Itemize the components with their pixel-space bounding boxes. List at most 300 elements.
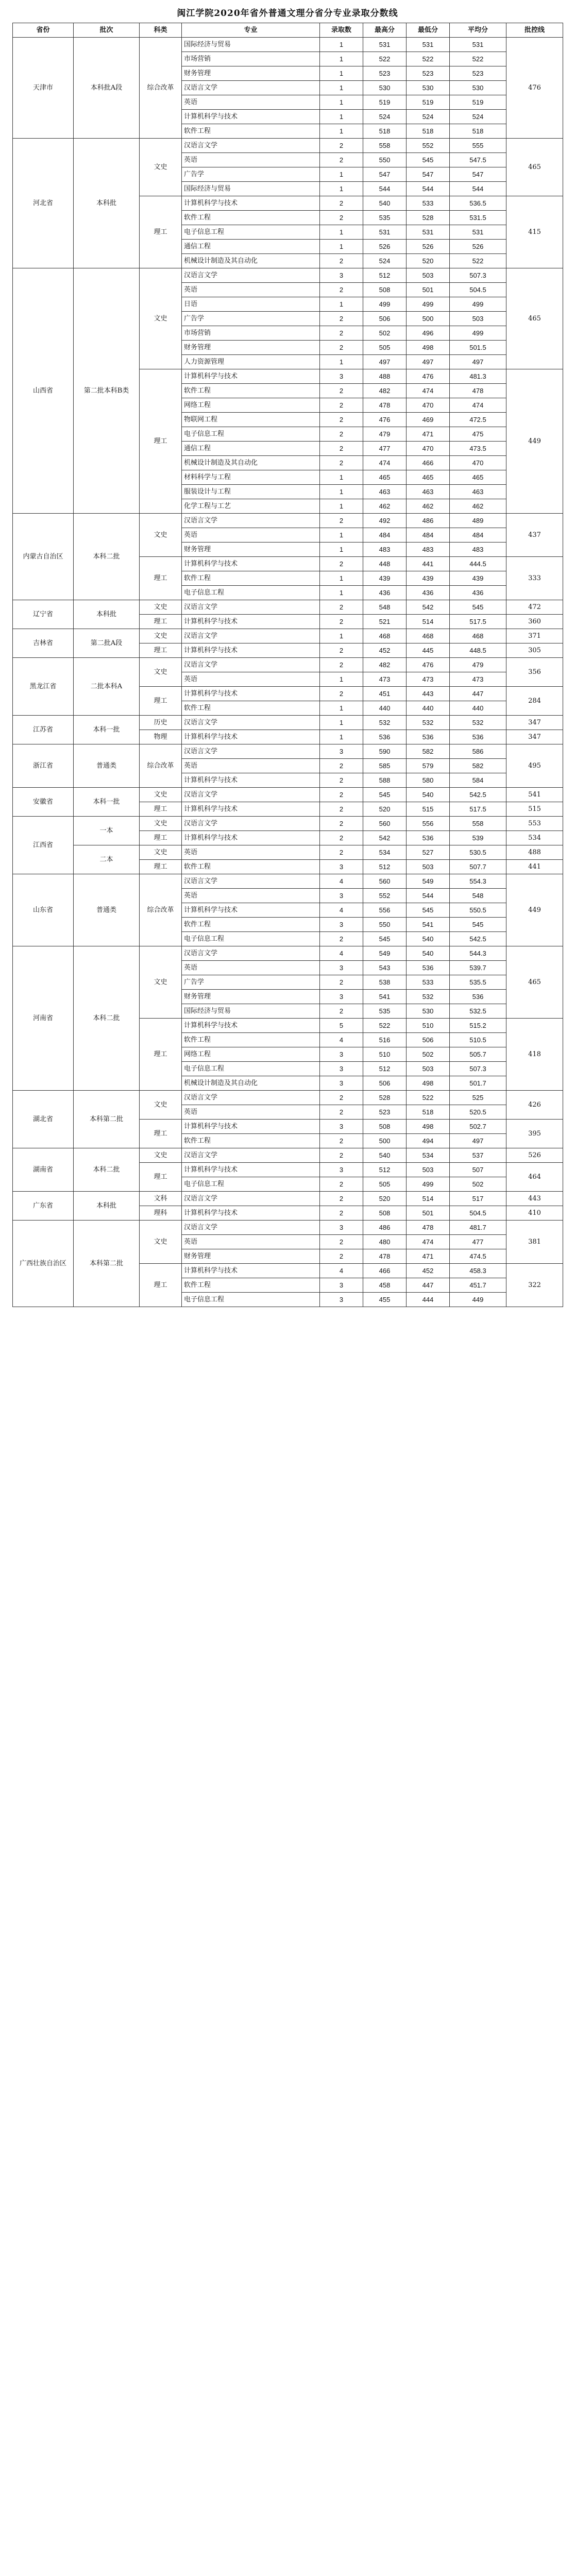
admitted-cell: 2 xyxy=(320,643,363,658)
max-score-cell: 558 xyxy=(363,139,407,153)
admitted-cell: 3 xyxy=(320,990,363,1004)
avg-score-cell: 458.3 xyxy=(450,1264,506,1278)
major-cell: 英语 xyxy=(182,95,320,110)
admitted-cell: 2 xyxy=(320,514,363,528)
control-line-cell: 465 xyxy=(506,139,563,196)
table-header-row xyxy=(13,23,563,38)
avg-score-cell: 497 xyxy=(450,1134,506,1148)
col-batch-header: 批次 xyxy=(74,23,140,38)
max-score-cell: 505 xyxy=(363,341,407,355)
max-score-cell: 480 xyxy=(363,1235,407,1249)
major-cell: 汉语言文学 xyxy=(182,600,320,615)
major-cell: 计算机科学与技术 xyxy=(182,1206,320,1221)
type-cell: 文史 xyxy=(140,1148,182,1163)
max-score-cell: 502 xyxy=(363,326,407,341)
admitted-cell: 2 xyxy=(320,312,363,326)
avg-score-cell: 507.7 xyxy=(450,860,506,874)
batch-cell: 二批本科A xyxy=(74,658,140,716)
major-cell: 软件工程 xyxy=(182,860,320,874)
admitted-cell: 3 xyxy=(320,860,363,874)
min-score-cell: 474 xyxy=(407,1235,450,1249)
avg-score-cell: 523 xyxy=(450,66,506,81)
min-score-cell: 443 xyxy=(407,687,450,701)
type-cell: 理工 xyxy=(140,860,182,874)
max-score-cell: 550 xyxy=(363,918,407,932)
max-score-cell: 550 xyxy=(363,153,407,167)
province-cell: 安徽省 xyxy=(13,788,74,817)
min-score-cell: 542 xyxy=(407,600,450,615)
max-score-cell: 535 xyxy=(363,1004,407,1019)
major-cell: 广告学 xyxy=(182,975,320,990)
min-score-cell: 524 xyxy=(407,110,450,124)
max-score-cell: 556 xyxy=(363,903,407,918)
type-cell: 综合改革 xyxy=(140,744,182,788)
min-score-cell: 499 xyxy=(407,1177,450,1192)
admitted-cell: 4 xyxy=(320,903,363,918)
admitted-cell: 3 xyxy=(320,1076,363,1091)
major-cell: 计算机科学与技术 xyxy=(182,687,320,701)
avg-score-cell: 525 xyxy=(450,1091,506,1105)
major-cell: 汉语言文学 xyxy=(182,744,320,759)
control-line-cell: 465 xyxy=(506,268,563,369)
col-avg-header: 平均分 xyxy=(450,23,506,38)
major-cell: 汉语言文学 xyxy=(182,514,320,528)
max-score-cell: 506 xyxy=(363,1076,407,1091)
avg-score-cell: 489 xyxy=(450,514,506,528)
type-cell: 理工 xyxy=(140,615,182,629)
major-cell: 材料科学与工程 xyxy=(182,470,320,485)
major-cell: 电子信息工程 xyxy=(182,1293,320,1307)
major-cell: 计算机科学与技术 xyxy=(182,802,320,817)
major-cell: 电子信息工程 xyxy=(182,1062,320,1076)
major-cell: 汉语言文学 xyxy=(182,81,320,95)
avg-score-cell: 542.5 xyxy=(450,788,506,802)
type-cell: 文史 xyxy=(140,817,182,831)
major-cell: 计算机科学与技术 xyxy=(182,1264,320,1278)
admitted-cell: 1 xyxy=(320,124,363,139)
max-score-cell: 506 xyxy=(363,312,407,326)
admitted-cell: 1 xyxy=(320,225,363,240)
admitted-cell: 2 xyxy=(320,1134,363,1148)
min-score-cell: 436 xyxy=(407,586,450,600)
type-cell: 文史 xyxy=(140,629,182,643)
max-score-cell: 488 xyxy=(363,369,407,384)
avg-score-cell: 550.5 xyxy=(450,903,506,918)
admitted-cell: 2 xyxy=(320,153,363,167)
max-score-cell: 530 xyxy=(363,81,407,95)
province-cell: 湖南省 xyxy=(13,1148,74,1192)
type-cell: 综合改革 xyxy=(140,38,182,139)
min-score-cell: 549 xyxy=(407,874,450,889)
max-score-cell: 468 xyxy=(363,629,407,643)
admitted-cell: 3 xyxy=(320,1163,363,1177)
min-score-cell: 582 xyxy=(407,744,450,759)
max-score-cell: 548 xyxy=(363,600,407,615)
province-cell: 河南省 xyxy=(13,946,74,1091)
min-score-cell: 441 xyxy=(407,557,450,571)
min-score-cell: 540 xyxy=(407,946,450,961)
admitted-cell: 1 xyxy=(320,95,363,110)
major-cell: 软件工程 xyxy=(182,918,320,932)
avg-score-cell: 449 xyxy=(450,1293,506,1307)
max-score-cell: 538 xyxy=(363,975,407,990)
col-min-header: 最低分 xyxy=(407,23,450,38)
major-cell: 英语 xyxy=(182,528,320,543)
table-row xyxy=(13,38,563,52)
admitted-cell: 3 xyxy=(320,1278,363,1293)
min-score-cell: 462 xyxy=(407,499,450,514)
admission-score-table xyxy=(12,23,563,1307)
max-score-cell: 542 xyxy=(363,831,407,845)
avg-score-cell: 586 xyxy=(450,744,506,759)
avg-score-cell: 544.3 xyxy=(450,946,506,961)
major-cell: 软件工程 xyxy=(182,384,320,398)
admitted-cell: 3 xyxy=(320,744,363,759)
type-cell: 理工 xyxy=(140,369,182,514)
avg-score-cell: 547.5 xyxy=(450,153,506,167)
max-score-cell: 524 xyxy=(363,254,407,268)
admitted-cell: 2 xyxy=(320,326,363,341)
avg-score-cell: 547 xyxy=(450,167,506,182)
admitted-cell: 1 xyxy=(320,66,363,81)
admitted-cell: 2 xyxy=(320,759,363,773)
admitted-cell: 4 xyxy=(320,946,363,961)
control-line-cell: 418 xyxy=(506,1019,563,1091)
max-score-cell: 440 xyxy=(363,701,407,716)
max-score-cell: 535 xyxy=(363,211,407,225)
max-score-cell: 590 xyxy=(363,744,407,759)
max-score-cell: 585 xyxy=(363,759,407,773)
major-cell: 汉语言文学 xyxy=(182,817,320,831)
min-score-cell: 497 xyxy=(407,355,450,369)
province-cell: 浙江省 xyxy=(13,744,74,788)
admitted-cell: 2 xyxy=(320,254,363,268)
max-score-cell: 552 xyxy=(363,889,407,903)
major-cell: 英语 xyxy=(182,759,320,773)
control-line-cell: 526 xyxy=(506,1148,563,1163)
admitted-cell: 2 xyxy=(320,773,363,788)
admitted-cell: 2 xyxy=(320,817,363,831)
min-score-cell: 544 xyxy=(407,889,450,903)
major-cell: 机械设计制造及其自动化 xyxy=(182,1076,320,1091)
control-line-cell: 347 xyxy=(506,716,563,730)
avg-score-cell: 544 xyxy=(450,182,506,196)
max-score-cell: 473 xyxy=(363,672,407,687)
admitted-cell: 2 xyxy=(320,802,363,817)
province-cell: 河北省 xyxy=(13,139,74,268)
admitted-cell: 1 xyxy=(320,701,363,716)
avg-score-cell: 483 xyxy=(450,543,506,557)
major-cell: 英语 xyxy=(182,889,320,903)
batch-cell: 二本 xyxy=(74,845,140,874)
major-cell: 英语 xyxy=(182,283,320,297)
min-score-cell: 468 xyxy=(407,629,450,643)
admitted-cell: 2 xyxy=(320,398,363,413)
min-score-cell: 470 xyxy=(407,398,450,413)
major-cell: 机械设计制造及其自动化 xyxy=(182,456,320,470)
min-score-cell: 478 xyxy=(407,1221,450,1235)
type-cell: 文史 xyxy=(140,514,182,557)
min-score-cell: 515 xyxy=(407,802,450,817)
major-cell: 计算机科学与技术 xyxy=(182,773,320,788)
major-cell: 计算机科学与技术 xyxy=(182,369,320,384)
major-cell: 国际经济与贸易 xyxy=(182,1004,320,1019)
avg-score-cell: 501.7 xyxy=(450,1076,506,1091)
control-line-cell: 347 xyxy=(506,730,563,744)
avg-score-cell: 558 xyxy=(450,817,506,831)
avg-score-cell: 440 xyxy=(450,701,506,716)
max-score-cell: 479 xyxy=(363,427,407,442)
admitted-cell: 2 xyxy=(320,831,363,845)
major-cell: 计算机科学与技术 xyxy=(182,1019,320,1033)
admitted-cell: 3 xyxy=(320,1293,363,1307)
admitted-cell: 1 xyxy=(320,716,363,730)
major-cell: 计算机科学与技术 xyxy=(182,643,320,658)
avg-score-cell: 530 xyxy=(450,81,506,95)
min-score-cell: 545 xyxy=(407,903,450,918)
min-score-cell: 486 xyxy=(407,514,450,528)
max-score-cell: 499 xyxy=(363,297,407,312)
min-score-cell: 532 xyxy=(407,990,450,1004)
major-cell: 电子信息工程 xyxy=(182,932,320,946)
type-cell: 理工 xyxy=(140,1264,182,1307)
avg-score-cell: 474 xyxy=(450,398,506,413)
col-major-header: 专业 xyxy=(182,23,320,38)
col-max-header: 最高分 xyxy=(363,23,407,38)
type-cell: 理科 xyxy=(140,1206,182,1221)
max-score-cell: 452 xyxy=(363,643,407,658)
admitted-cell: 2 xyxy=(320,1148,363,1163)
admitted-cell: 4 xyxy=(320,1033,363,1047)
batch-cell: 本科批 xyxy=(74,600,140,629)
max-score-cell: 483 xyxy=(363,543,407,557)
major-cell: 计算机科学与技术 xyxy=(182,557,320,571)
max-score-cell: 588 xyxy=(363,773,407,788)
admitted-cell: 2 xyxy=(320,211,363,225)
max-score-cell: 540 xyxy=(363,1148,407,1163)
type-cell: 文史 xyxy=(140,1091,182,1120)
type-cell: 理工 xyxy=(140,802,182,817)
batch-cell: 第二批本科B类 xyxy=(74,268,140,514)
avg-score-cell: 479 xyxy=(450,658,506,672)
max-score-cell: 545 xyxy=(363,788,407,802)
min-score-cell: 503 xyxy=(407,860,450,874)
avg-score-cell: 554.3 xyxy=(450,874,506,889)
admitted-cell: 2 xyxy=(320,1105,363,1120)
province-cell: 辽宁省 xyxy=(13,600,74,629)
major-cell: 软件工程 xyxy=(182,124,320,139)
max-score-cell: 519 xyxy=(363,95,407,110)
type-cell: 文史 xyxy=(140,268,182,369)
major-cell: 英语 xyxy=(182,1235,320,1249)
max-score-cell: 528 xyxy=(363,1091,407,1105)
control-line-cell: 395 xyxy=(506,1120,563,1148)
min-score-cell: 518 xyxy=(407,1105,450,1120)
major-cell: 汉语言文学 xyxy=(182,946,320,961)
avg-score-cell: 520.5 xyxy=(450,1105,506,1120)
major-cell: 网络工程 xyxy=(182,1047,320,1062)
admitted-cell: 2 xyxy=(320,1235,363,1249)
admitted-cell: 5 xyxy=(320,1019,363,1033)
min-score-cell: 536 xyxy=(407,961,450,975)
type-cell: 物理 xyxy=(140,730,182,744)
max-score-cell: 458 xyxy=(363,1278,407,1293)
admitted-cell: 3 xyxy=(320,1221,363,1235)
max-score-cell: 547 xyxy=(363,167,407,182)
admitted-cell: 1 xyxy=(320,672,363,687)
province-cell: 江苏省 xyxy=(13,716,74,744)
admitted-cell: 3 xyxy=(320,961,363,975)
min-score-cell: 483 xyxy=(407,543,450,557)
max-score-cell: 526 xyxy=(363,240,407,254)
type-cell: 文史 xyxy=(140,139,182,196)
min-score-cell: 545 xyxy=(407,153,450,167)
min-score-cell: 452 xyxy=(407,1264,450,1278)
control-line-cell: 322 xyxy=(506,1264,563,1307)
avg-score-cell: 536 xyxy=(450,990,506,1004)
max-score-cell: 508 xyxy=(363,283,407,297)
major-cell: 财务管理 xyxy=(182,543,320,557)
max-score-cell: 451 xyxy=(363,687,407,701)
avg-score-cell: 481.7 xyxy=(450,1221,506,1235)
min-score-cell: 530 xyxy=(407,1004,450,1019)
max-score-cell: 455 xyxy=(363,1293,407,1307)
avg-score-cell: 451.7 xyxy=(450,1278,506,1293)
avg-score-cell: 504.5 xyxy=(450,1206,506,1221)
table-row xyxy=(13,268,563,283)
province-cell: 黑龙江省 xyxy=(13,658,74,716)
admitted-cell: 1 xyxy=(320,167,363,182)
max-score-cell: 560 xyxy=(363,874,407,889)
min-score-cell: 556 xyxy=(407,817,450,831)
min-score-cell: 444 xyxy=(407,1293,450,1307)
max-score-cell: 448 xyxy=(363,557,407,571)
major-cell: 计算机科学与技术 xyxy=(182,730,320,744)
major-cell: 计算机科学与技术 xyxy=(182,196,320,211)
table-row xyxy=(13,1221,563,1235)
control-line-cell: 464 xyxy=(506,1163,563,1192)
min-score-cell: 541 xyxy=(407,918,450,932)
major-cell: 广告学 xyxy=(182,312,320,326)
min-score-cell: 536 xyxy=(407,831,450,845)
max-score-cell: 523 xyxy=(363,66,407,81)
control-line-cell: 360 xyxy=(506,615,563,629)
min-score-cell: 465 xyxy=(407,470,450,485)
admitted-cell: 3 xyxy=(320,1120,363,1134)
max-score-cell: 478 xyxy=(363,1249,407,1264)
type-cell: 理工 xyxy=(140,1120,182,1148)
admitted-cell: 1 xyxy=(320,586,363,600)
admitted-cell: 4 xyxy=(320,1264,363,1278)
admitted-cell: 2 xyxy=(320,557,363,571)
admitted-cell: 2 xyxy=(320,1004,363,1019)
max-score-cell: 505 xyxy=(363,1177,407,1192)
max-score-cell: 512 xyxy=(363,1163,407,1177)
max-score-cell: 500 xyxy=(363,1134,407,1148)
admitted-cell: 1 xyxy=(320,629,363,643)
major-cell: 广告学 xyxy=(182,167,320,182)
batch-cell: 本科第二批 xyxy=(74,1221,140,1307)
control-line-cell: 488 xyxy=(506,845,563,860)
major-cell: 通信工程 xyxy=(182,442,320,456)
control-line-cell: 356 xyxy=(506,658,563,687)
min-score-cell: 518 xyxy=(407,124,450,139)
type-cell: 理工 xyxy=(140,687,182,716)
admitted-cell: 2 xyxy=(320,384,363,398)
admitted-cell: 2 xyxy=(320,1091,363,1105)
admitted-cell: 1 xyxy=(320,528,363,543)
major-cell: 电子信息工程 xyxy=(182,427,320,442)
avg-score-cell: 517 xyxy=(450,1192,506,1206)
max-score-cell: 541 xyxy=(363,990,407,1004)
min-score-cell: 514 xyxy=(407,1192,450,1206)
max-score-cell: 465 xyxy=(363,470,407,485)
admitted-cell: 2 xyxy=(320,615,363,629)
max-score-cell: 536 xyxy=(363,730,407,744)
table-body xyxy=(13,38,563,1307)
max-score-cell: 543 xyxy=(363,961,407,975)
avg-score-cell: 468 xyxy=(450,629,506,643)
max-score-cell: 482 xyxy=(363,658,407,672)
batch-cell: 本科一批 xyxy=(74,716,140,744)
col-control-line-header: 批控线 xyxy=(506,23,563,38)
major-cell: 英语 xyxy=(182,153,320,167)
avg-score-cell: 542.5 xyxy=(450,932,506,946)
min-score-cell: 544 xyxy=(407,182,450,196)
admitted-cell: 2 xyxy=(320,341,363,355)
col-admitted-header: 录取数 xyxy=(320,23,363,38)
major-cell: 网络工程 xyxy=(182,398,320,413)
admitted-cell: 3 xyxy=(320,268,363,283)
min-score-cell: 530 xyxy=(407,81,450,95)
avg-score-cell: 531.5 xyxy=(450,211,506,225)
type-cell: 文科 xyxy=(140,1192,182,1206)
min-score-cell: 501 xyxy=(407,283,450,297)
max-score-cell: 439 xyxy=(363,571,407,586)
major-cell: 软件工程 xyxy=(182,1033,320,1047)
avg-score-cell: 536.5 xyxy=(450,196,506,211)
min-score-cell: 533 xyxy=(407,975,450,990)
min-score-cell: 474 xyxy=(407,384,450,398)
min-score-cell: 533 xyxy=(407,196,450,211)
admitted-cell: 1 xyxy=(320,571,363,586)
major-cell: 英语 xyxy=(182,961,320,975)
max-score-cell: 534 xyxy=(363,845,407,860)
admitted-cell: 3 xyxy=(320,1062,363,1076)
batch-cell: 本科第二批 xyxy=(74,1091,140,1148)
avg-score-cell: 519 xyxy=(450,95,506,110)
type-cell: 理工 xyxy=(140,196,182,268)
avg-score-cell: 515.2 xyxy=(450,1019,506,1033)
table-row xyxy=(13,514,563,528)
avg-score-cell: 532 xyxy=(450,716,506,730)
avg-score-cell: 497 xyxy=(450,355,506,369)
major-cell: 机械设计制造及其自动化 xyxy=(182,254,320,268)
avg-score-cell: 584 xyxy=(450,773,506,788)
min-score-cell: 445 xyxy=(407,643,450,658)
major-cell: 人力资源管理 xyxy=(182,355,320,369)
col-province-header: 省份 xyxy=(13,23,74,38)
min-score-cell: 499 xyxy=(407,297,450,312)
batch-cell: 本科二批 xyxy=(74,946,140,1091)
admitted-cell: 3 xyxy=(320,369,363,384)
avg-score-cell: 462 xyxy=(450,499,506,514)
max-score-cell: 510 xyxy=(363,1047,407,1062)
max-score-cell: 531 xyxy=(363,225,407,240)
admitted-cell: 3 xyxy=(320,889,363,903)
control-line-cell: 515 xyxy=(506,802,563,817)
type-cell: 文史 xyxy=(140,845,182,860)
